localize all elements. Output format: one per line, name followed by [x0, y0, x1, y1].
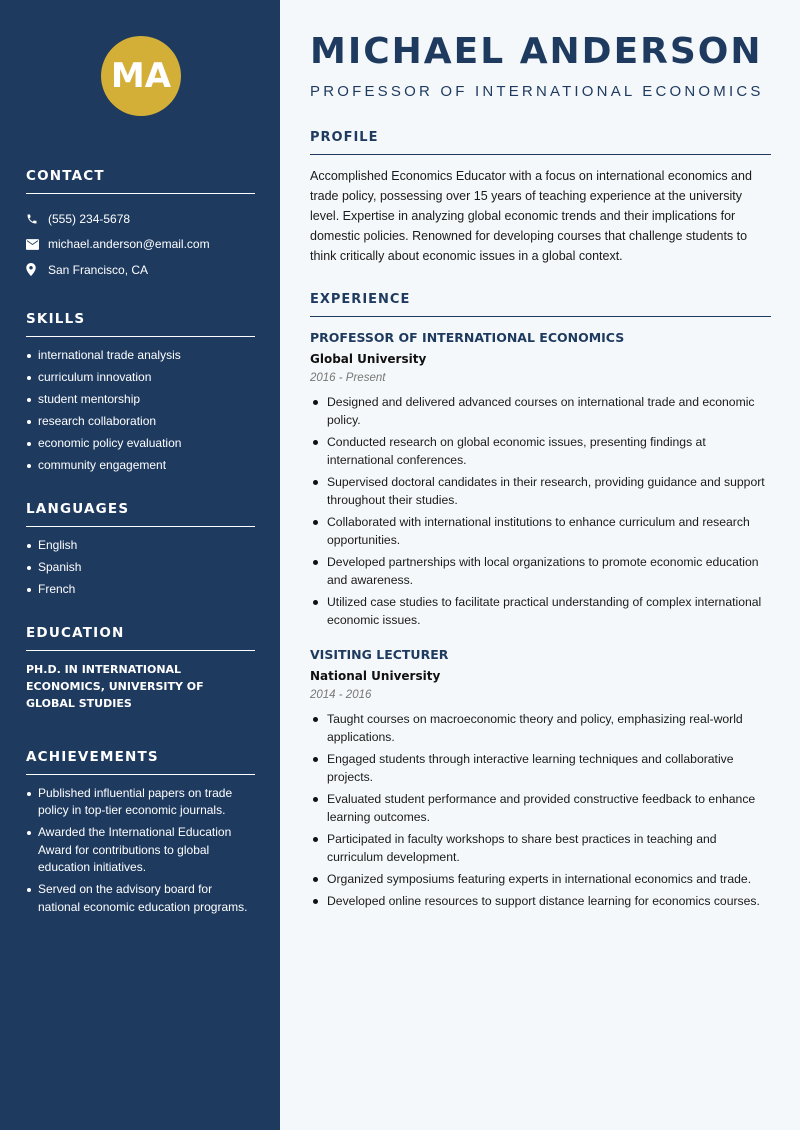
- list-item: Developed partnerships with local organizations to promote economic education and awareness.: [310, 553, 771, 589]
- experience-heading: EXPERIENCE: [310, 292, 771, 317]
- skills-list: [26, 347, 255, 475]
- list-item: international trade analysis: [26, 347, 255, 365]
- job-title: PROFESSOR OF INTERNATIONAL ECONOMICS: [310, 330, 625, 345]
- list-item: economic policy evaluation: [26, 435, 255, 453]
- list-item: Designed and delivered advanced courses on international trade and economic policy.: [310, 393, 771, 429]
- list-item: Served on the advisory board for national economic education programs.: [26, 881, 255, 916]
- sidebar: [0, 0, 280, 1130]
- skills-heading: SKILLS: [26, 311, 255, 337]
- list-item: curriculum innovation: [26, 369, 255, 387]
- skills-section: [26, 311, 255, 475]
- list-item: Awarded the International Education Award for contributions to global education initiatives.: [26, 824, 255, 877]
- main-content: [280, 0, 800, 1130]
- experience-section: [310, 292, 771, 910]
- achievements-heading: ACHIEVEMENTS: [26, 749, 255, 775]
- job-entry: [310, 647, 771, 910]
- job-company: National University: [310, 669, 441, 683]
- languages-list: [26, 537, 255, 599]
- list-item: Organized symposiums featuring experts in international economics and trade.: [310, 870, 771, 888]
- phone-icon: [26, 213, 48, 225]
- contact-email: [26, 232, 255, 258]
- education-section: [26, 625, 255, 712]
- job-dates: 2016 - Present: [310, 372, 386, 384]
- contact-heading: CONTACT: [26, 168, 255, 194]
- contact-phone: [26, 206, 255, 232]
- list-item: French: [26, 581, 255, 599]
- list-item: Spanish: [26, 559, 255, 577]
- job-bullets: [310, 393, 771, 629]
- candidate-name: MICHAEL ANDERSON: [310, 31, 763, 72]
- list-item: Published influential papers on trade policy in top-tier economic journals.: [26, 785, 255, 820]
- list-item: Taught courses on macroeconomic theory and policy, emphasizing real-world applications.: [310, 710, 771, 746]
- map-pin-icon: [26, 263, 48, 276]
- list-item: Conducted research on global economic issues, presenting findings at international conferences.: [310, 433, 771, 469]
- job-entry: [310, 330, 771, 629]
- list-item: Utilized case studies to facilitate practical understanding of complex international economic issues.: [310, 593, 771, 629]
- profile-section: [310, 130, 771, 266]
- profile-heading: PROFILE: [310, 130, 771, 155]
- profile-text: Accomplished Economics Educator with a focus on international economics and trade policy, possessing over 15 years of teaching experience at the university level. Expertise in analyzing global economic trends and their implications for domestic policies. Renowned for developing courses that challenge students to think critically about economic issues in a global context.: [310, 169, 752, 263]
- languages-section: [26, 501, 255, 599]
- list-item: Developed online resources to support distance learning for economics courses.: [310, 892, 771, 910]
- job-company: Global University: [310, 352, 427, 366]
- list-item: Evaluated student performance and provided constructive feedback to enhance learning outcomes.: [310, 790, 771, 826]
- contact-location-text: San Francisco, CA: [48, 262, 149, 277]
- contact-list: [26, 206, 255, 283]
- achievements-section: [26, 749, 255, 917]
- education-heading: EDUCATION: [26, 625, 255, 651]
- education-entry: PH.D. IN INTERNATIONAL ECONOMICS, UNIVERSITY OF GLOBAL STUDIES: [26, 662, 204, 710]
- list-item: Collaborated with international institutions to enhance curriculum and research opportunities.: [310, 513, 771, 549]
- avatar: [101, 36, 181, 116]
- contact-email-text: michael.anderson@email.com: [48, 237, 210, 252]
- list-item: Engaged students through interactive learning techniques and collaborative projects.: [310, 750, 771, 786]
- job-bullets: [310, 710, 771, 910]
- list-item: Supervised doctoral candidates in their research, providing guidance and support throughout their studies.: [310, 473, 771, 509]
- achievements-list: [26, 785, 255, 917]
- list-item: Participated in faculty workshops to share best practices in teaching and curriculum development.: [310, 830, 771, 866]
- contact-phone-text: (555) 234-5678: [48, 211, 131, 226]
- envelope-icon: [26, 239, 48, 250]
- list-item: student mentorship: [26, 391, 255, 409]
- job-title: VISITING LECTURER: [310, 647, 449, 662]
- avatar-initials: MA: [110, 56, 172, 96]
- languages-heading: LANGUAGES: [26, 501, 255, 527]
- contact-location: [26, 257, 255, 283]
- list-item: community engagement: [26, 457, 255, 475]
- job-dates: 2014 - 2016: [310, 689, 372, 701]
- contact-section: [26, 168, 255, 283]
- list-item: English: [26, 537, 255, 555]
- candidate-title: PROFESSOR OF INTERNATIONAL ECONOMICS: [310, 83, 764, 100]
- list-item: research collaboration: [26, 413, 255, 431]
